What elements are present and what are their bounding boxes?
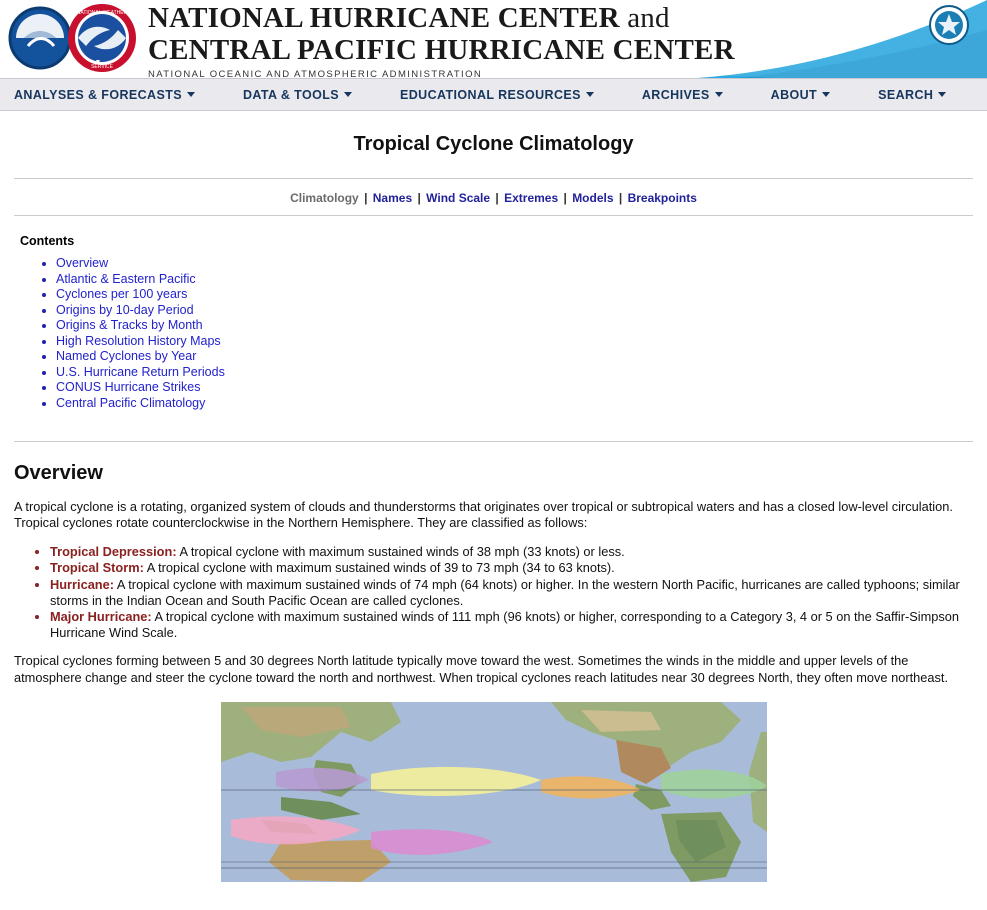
site-header — [0, 0, 987, 78]
term-tropical-depression: Tropical Depression: — [50, 543, 177, 559]
list-item[interactable] — [56, 256, 973, 271]
subnav-item-models[interactable]: Models — [572, 191, 614, 205]
toc-link-named-cyclones-by-year[interactable]: Named Cyclones by Year — [56, 349, 197, 363]
toc-link-high-resolution-history-maps[interactable]: High Resolution History Maps — [56, 333, 221, 348]
nav-item-educational-resources[interactable] — [400, 88, 616, 102]
svg-text:SERVICE: SERVICE — [91, 64, 113, 70]
main-navigation[interactable] — [0, 78, 987, 111]
term-tropical-storm: Tropical Storm: — [50, 560, 144, 575]
chevron-down-icon — [938, 92, 946, 97]
definition-text: A tropical cyclone with maximum sustained winds of 38 mph (33 knots) or less. — [176, 543, 625, 559]
nav-label: ANALYSES & FORECASTS — [14, 87, 182, 102]
map-container — [14, 702, 973, 882]
list-item[interactable] — [56, 334, 973, 349]
subnav-item-climatology[interactable]: Climatology — [290, 191, 359, 205]
site-title-block — [148, 2, 735, 78]
subnav-item-breakpoints[interactable]: Breakpoints — [627, 191, 697, 205]
page-content — [0, 133, 987, 882]
nav-item-analyses-forecasts[interactable] — [14, 88, 217, 102]
list-item[interactable] — [56, 318, 973, 333]
chevron-down-icon — [344, 92, 352, 97]
toc-link-central-pacific-climatology[interactable]: Central Pacific Climatology — [56, 395, 206, 410]
nav-label: ABOUT — [770, 87, 818, 102]
nav-label: SEARCH — [878, 87, 934, 102]
section-subnav[interactable]: Climatology | Names | Wind Scale | Extremes | Models | Breakpoints — [290, 191, 697, 205]
list-item — [50, 544, 973, 560]
nav-item-about[interactable] — [771, 88, 852, 102]
contents-heading: Contents — [20, 234, 75, 248]
list-item — [50, 577, 973, 609]
list-item[interactable] — [56, 303, 973, 318]
list-item[interactable] — [56, 287, 973, 302]
overview-heading: Overview — [14, 461, 103, 484]
list-item — [50, 560, 973, 576]
list-item — [50, 609, 973, 641]
chevron-down-icon — [187, 92, 195, 97]
chevron-down-icon — [822, 92, 830, 97]
toc-link-cyclones-per-100-years[interactable]: Cyclones per 100 years — [56, 287, 188, 301]
definition-text: A tropical cyclone with maximum sustained winds of 74 mph (64 knots) or higher. In the western North Pacific, hurricanes are called typhoons; similar storms in the Indian Ocean and South Pacific Ocean are called cyclones. — [50, 576, 960, 608]
toc-link-atlantic-eastern-pacific[interactable]: Atlantic & Eastern Pacific — [56, 271, 196, 286]
list-item[interactable] — [56, 365, 973, 380]
nav-label: DATA & TOOLS — [242, 87, 339, 102]
department-of-commerce-seal-icon[interactable] — [929, 5, 969, 45]
term-hurricane: Hurricane: — [50, 576, 115, 592]
toc-link-conus-hurricane-strikes[interactable]: CONUS Hurricane Strikes — [56, 380, 201, 394]
toc-link-us-hurricane-return-periods[interactable]: U.S. Hurricane Return Periods — [56, 364, 225, 379]
noaa-seal-icon[interactable] — [8, 6, 72, 70]
nav-item-data-tools[interactable] — [243, 88, 374, 102]
list-item[interactable] — [56, 349, 973, 364]
page-title: Tropical Cyclone Climatology — [353, 133, 634, 155]
overview-intro-paragraph: A tropical cyclone is a rotating, organized system of clouds and thunderstorms that originates over tropical or subtropical waters and has a closed low-level circulation. Tropical cyclones rotate counterclockwise in the Northern Hemisphere. They are classified as follows: — [14, 498, 953, 530]
list-item[interactable] — [56, 380, 973, 395]
classification-list — [14, 544, 973, 642]
nav-item-search[interactable] — [878, 88, 968, 102]
nav-label: EDUCATIONAL RESOURCES — [399, 87, 581, 102]
term-major-hurricane: Major Hurricane: — [50, 609, 152, 624]
list-item[interactable] — [56, 272, 973, 287]
list-item[interactable] — [56, 396, 973, 411]
toc-link-origins-tracks-by-month[interactable]: Origins & Tracks by Month — [56, 318, 203, 332]
chevron-down-icon — [586, 92, 594, 97]
site-subtitle: NATIONAL OCEANIC AND ATMOSPHERIC ADMINISTRATION — [148, 69, 483, 78]
toc-link-overview[interactable]: Overview — [56, 256, 109, 270]
nav-label: ARCHIVES — [641, 87, 710, 102]
subnav-item-extremes[interactable]: Extremes — [504, 191, 559, 205]
table-of-contents[interactable] — [34, 256, 973, 411]
definition-text: A tropical cyclone with maximum sustained winds of 111 mph (96 knots) or higher, corresponding to a Category 3, 4 or 5 on the Saffir-Simpson Hurricane Wind Scale. — [50, 609, 960, 640]
subnav-item-wind-scale[interactable]: Wind Scale — [426, 191, 491, 205]
toc-link-origins-by-10-day-period[interactable]: Origins by 10-day Period — [56, 302, 194, 317]
divider-below-subnav — [14, 215, 973, 216]
svg-text:NATIONAL WEATHER: NATIONAL WEATHER — [76, 10, 128, 16]
site-title-line-1: NATIONAL HURRICANE CENTER and — [148, 2, 670, 34]
definition-text: A tropical cyclone with maximum sustained winds of 39 to 73 mph (34 to 63 knots). — [143, 560, 615, 575]
subnav-item-names[interactable]: Names — [372, 191, 413, 205]
national-weather-service-icon[interactable] — [66, 2, 138, 74]
nav-item-archives[interactable] — [642, 88, 745, 102]
world-tropical-cyclone-basins-map — [221, 702, 767, 882]
site-title-line-2: CENTRAL PACIFIC HURRICANE CENTER — [148, 34, 735, 66]
chevron-down-icon — [715, 92, 723, 97]
overview-outro-paragraph: Tropical cyclones forming between 5 and 30 degrees North latitude typically move toward the west. Sometimes the winds in the middle and upper levels of the atmosphere change and steer the cyclone toward the north and northwest. When tropical cyclones reach latitudes near 30 degrees North, they often move northeast. — [14, 653, 949, 685]
divider-above-overview — [14, 441, 973, 442]
